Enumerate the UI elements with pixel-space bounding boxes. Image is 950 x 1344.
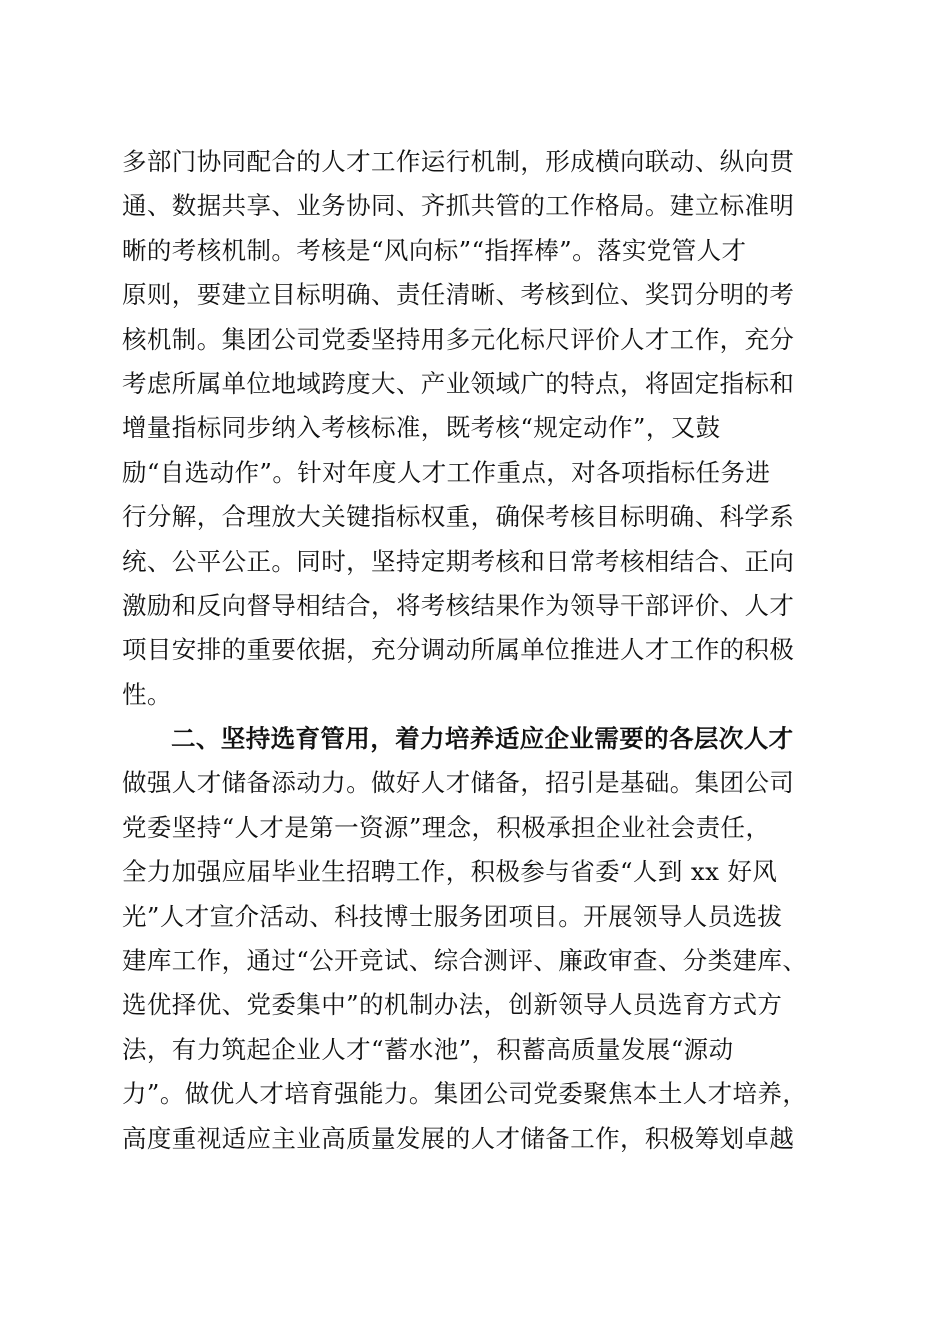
text-line: 励“自选动作”。针对年度人才工作重点，对各项指标任务进: [122, 457, 771, 487]
text-line: 多部门协同配合的人才工作运行机制，形成横向联动、纵向贯: [122, 147, 795, 176]
text-line: 建库工作，通过“公开竞试、综合测评、廉政审查、分类建库、: [122, 946, 808, 976]
text-line: 性。: [122, 679, 172, 709]
text-line: 统、公平公正。同时，坚持定期考核和日常考核相结合、正向: [122, 546, 795, 576]
text-line: 原则，要建立目标明确、责任清晰、考核到位、奖罚分明的考: [122, 280, 795, 310]
text-line: 激励和反向督导相结合，将考核结果作为领导干部评价、人才: [122, 590, 795, 620]
text-line: 通、数据共享、业务协同、齐抓共管的工作格局。建立标准明: [122, 191, 795, 221]
text-line: 行分解，合理放大关键指标权重，确保考核目标明确、科学系: [122, 502, 795, 532]
text-line: 选优择优、党委集中”的机制办法，创新领导人员选育方式方: [122, 990, 783, 1020]
text-line: 党委坚持“人才是第一资源”理念，积极承担企业社会责任，: [122, 812, 771, 842]
text-line: 增量指标同步纳入考核标准，既考核“规定动作”，又鼓: [122, 413, 721, 443]
text-line: 核机制。集团公司党委坚持用多元化标尺评价人才工作，充分: [122, 324, 795, 354]
text-line: 法，有力筑起企业人才“蓄水池”，积蓄高质量发展“源动: [122, 1034, 734, 1064]
text-line: 晰的考核机制。考核是“风向标”“指挥棒”。落实党管人才: [122, 235, 747, 265]
text-line: 项目安排的重要依据，充分调动所属单位推进人才工作的积极: [122, 635, 795, 665]
text-line: 力”。做优人才培育强能力。集团公司党委聚焦本土人才培养，: [122, 1079, 808, 1109]
body-text: [122, 140, 832, 1161]
text-line: 高度重视适应主业高质量发展的人才储备工作，积极筹划卓越: [122, 1123, 795, 1153]
section-heading: 二、坚持选育管用，着力培养适应企业需要的各层次人才: [171, 724, 794, 754]
text-line: 做强人才储备添动力。做好人才储备，招引是基础。集团公司: [122, 768, 795, 798]
text-line: 考虑所属单位地域跨度大、产业领域广的特点，将固定指标和: [122, 368, 795, 398]
text-line: 光”人才宣介活动、科技博士服务团项目。开展领导人员选拔: [122, 901, 783, 931]
text-line: 全力加强应届毕业生招聘工作，积极参与省委“人到 xx 好风: [122, 857, 778, 887]
